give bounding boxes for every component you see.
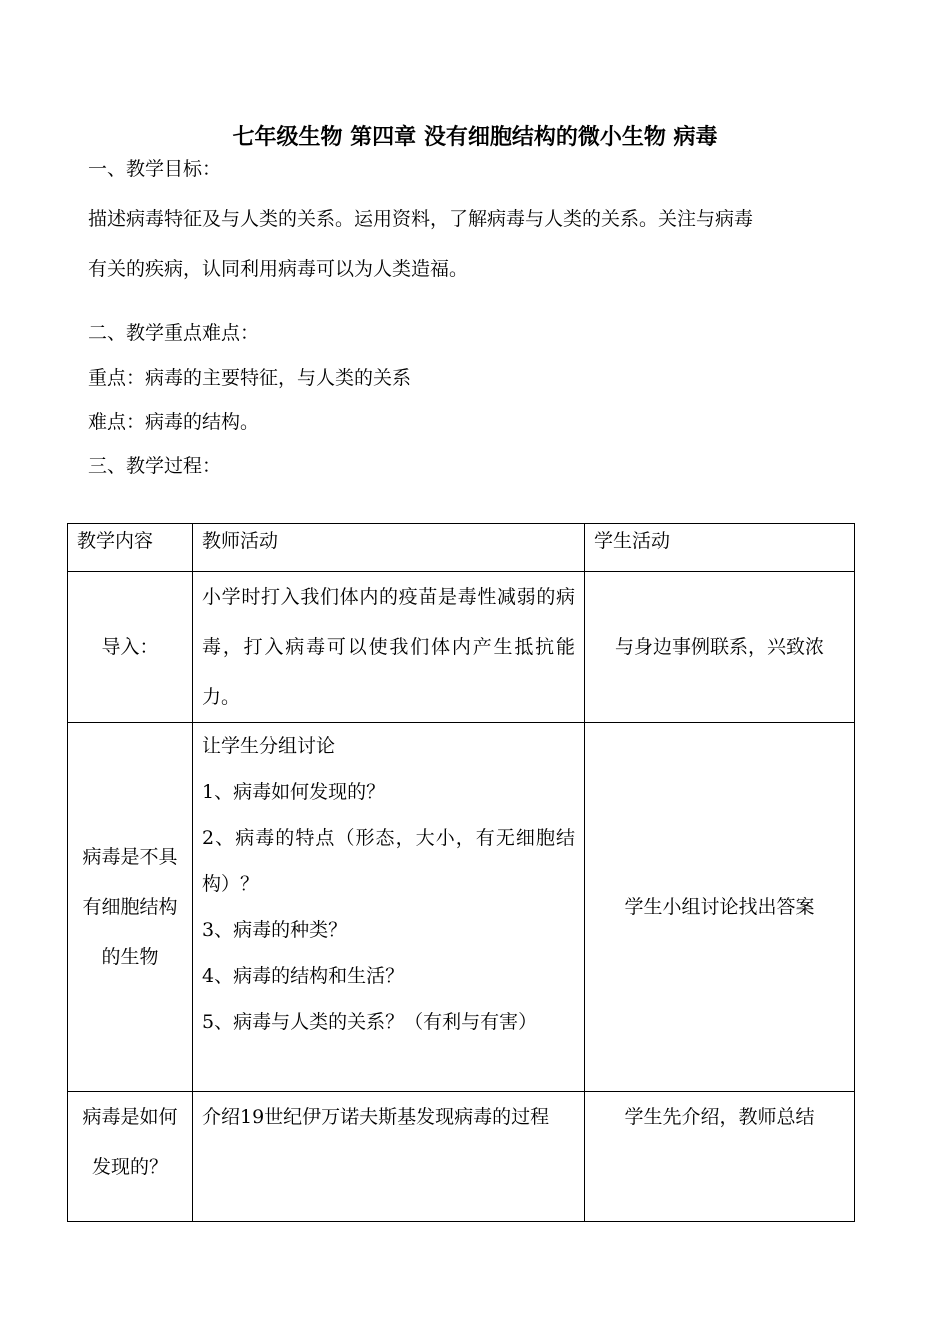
table-header-row — [68, 524, 855, 572]
section-3-heading: 三、教学过程： — [88, 455, 222, 477]
row-3-student: 学生先介绍，教师总结 — [585, 1092, 855, 1222]
row-1-student: 与身边事例联系，兴致浓 — [585, 572, 855, 723]
section-1-text-line-2: 有关的疾病，认同利用病毒可以为人类造福。 — [88, 258, 469, 280]
difficulty: 难点：病毒的结构。 — [88, 411, 260, 433]
teaching-process-table — [67, 523, 855, 1222]
table-row — [68, 1092, 855, 1222]
row-2-teacher-line-2: 1、病毒如何发现的？ — [202, 781, 386, 803]
table-row — [68, 723, 855, 1092]
section-1-heading: 一、教学目标： — [88, 158, 222, 180]
document-title: 七年级生物 第四章 没有细胞结构的微小生物 病毒 — [232, 124, 718, 150]
row-1-content: 导入： — [68, 572, 193, 723]
header-student: 学生活动 — [585, 524, 855, 572]
row-2-student: 学生小组讨论找出答案 — [585, 723, 855, 1092]
row-3-content: 病毒是如何发现的？ — [68, 1092, 193, 1222]
key-point: 重点：病毒的主要特征，与人类的关系 — [88, 367, 412, 389]
section-1-text — [88, 194, 868, 294]
row-3-teacher: 介绍19世纪伊万诺夫斯基发现病毒的过程 — [193, 1092, 585, 1222]
section-2-heading: 二、教学重点难点： — [88, 322, 260, 344]
table-row — [68, 572, 855, 723]
section-1-text-line-1: 描述病毒特征及与人类的关系。运用资料，了解病毒与人类的关系。关注与病毒 — [88, 208, 754, 230]
row-2-content: 病毒是不具有细胞结构的生物 — [68, 723, 193, 1092]
row-2-teacher-line-1: 让学生分组讨论 — [202, 735, 336, 757]
row-2-teacher — [193, 723, 585, 1092]
row-2-teacher-line-4: 3、病毒的种类？ — [202, 919, 348, 941]
header-content: 教学内容 — [68, 524, 193, 572]
row-2-teacher-line-3: 2、病毒的特点（形态，大小，有无细胞结构）？ — [202, 827, 575, 895]
row-2-teacher-line-6: 5、病毒与人类的关系？（有利与有害） — [202, 1011, 538, 1033]
row-1-teacher: 小学时打入我们体内的疫苗是毒性减弱的病毒，打入病毒可以使我们体内产生抵抗能力。 — [193, 572, 585, 723]
row-2-teacher-line-5: 4、病毒的结构和生活？ — [202, 965, 405, 987]
header-teacher: 教师活动 — [193, 524, 585, 572]
